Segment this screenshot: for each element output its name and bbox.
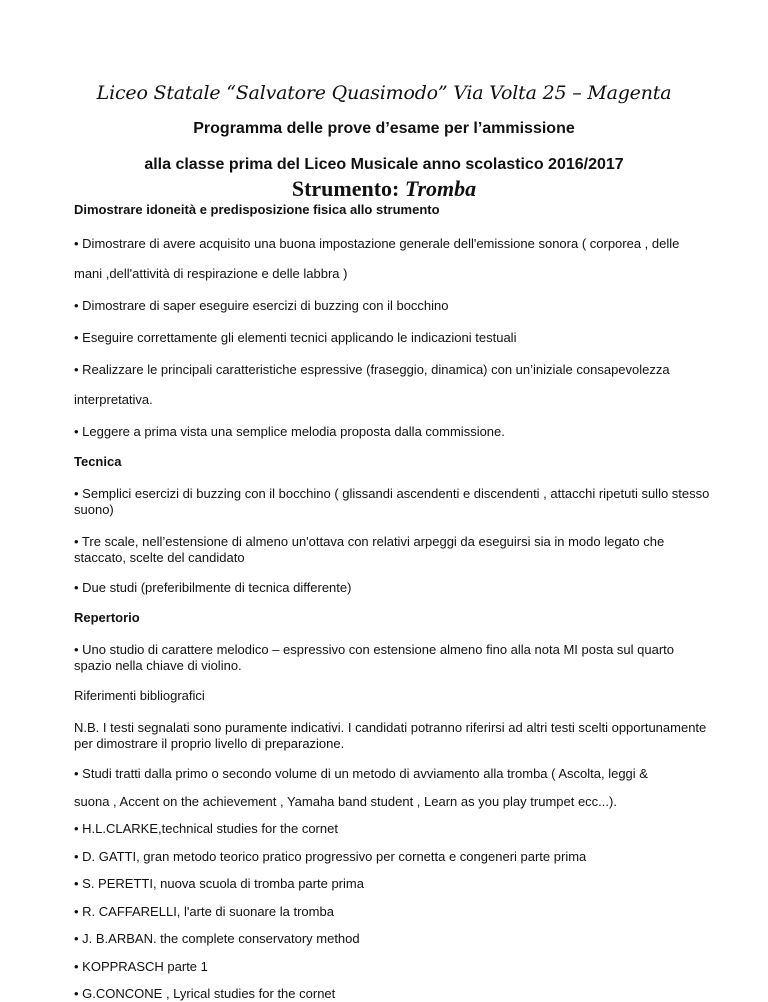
list-item: • Dimostrare di avere acquisito una buona impostazione generale dell'emissione sonora ( corporea , delle <box>74 236 680 251</box>
list-item: • KOPPRASCH parte 1 <box>74 959 208 974</box>
section-heading-tecnica: Tecnica <box>74 454 122 469</box>
list-item: interpretativa. <box>74 392 153 407</box>
instrument-label: Strumento: <box>291 176 400 201</box>
list-item: • Due studi (preferibilmente di tecnica differente) <box>74 580 352 595</box>
list-item: • Semplici esercizi di buzzing con il bocchino ( glissandi ascendenti e discendenti , attacchi ripetuti sullo stesso suono) <box>74 486 710 517</box>
list-item: • R. CAFFARELLI, l'arte di suonare la tromba <box>74 904 334 919</box>
class-year-title: alla classe prima del Liceo Musicale anno scolastico 2016/2017 <box>144 156 624 173</box>
list-item: • Realizzare le principali caratteristiche espressive (fraseggio, dinamica) con un’iniziale consapevolezza <box>74 362 670 377</box>
biblio-note: N.B. I testi segnalati sono puramente indicativi. I candidati potranno riferirsi ad altri testi scelti opportunamente per dimostrare il proprio livello di preparazione. <box>74 720 707 751</box>
list-item: • G.CONCONE , Lyrical studies for the cornet <box>74 986 336 1001</box>
section-heading-fisica: Dimostrare idoneità e predisposizione fisica allo strumento <box>74 202 440 217</box>
section-heading-biblio: Riferimenti bibliografici <box>74 688 205 703</box>
list-item: • S. PERETTI, nuova scuola di tromba parte prima <box>74 876 364 891</box>
list-item: • Leggere a prima vista una semplice melodia proposta dalla commissione. <box>74 424 505 439</box>
instrument-name: Tromba <box>404 176 477 201</box>
list-item: suona , Accent on the achievement , Yamaha band student , Learn as you play trumpet ecc...). <box>74 794 617 809</box>
instrument-heading <box>0 176 768 202</box>
list-item: • Tre scale, nell’estensione di almeno un'ottava con relativi arpeggi da eseguirsi sia in modo legato che staccato, scelte del candidato <box>74 534 665 565</box>
list-item: • Eseguire correttamente gli elementi tecnici applicando le indicazioni testuali <box>74 330 517 345</box>
list-item: • H.L.CLARKE,technical studies for the cornet <box>74 821 338 836</box>
school-title: Liceo Statale “Salvatore Quasimodo” Via Volta 25 – Magenta <box>96 82 672 104</box>
list-item: • Studi tratti dalla primo o secondo volume di un metodo di avviamento alla tromba ( Ascolta, leggi & <box>74 766 648 781</box>
list-item: • Uno studio di carattere melodico – espressivo con estensione almeno fino alla nota MI posta sul quarto spazio nella chiave di violino. <box>74 642 674 673</box>
exam-program-title: Programma delle prove d’esame per l’ammissione <box>193 120 575 137</box>
section-heading-repertorio: Repertorio <box>74 610 140 625</box>
list-item: • Dimostrare di saper eseguire esercizi di buzzing con il bocchino <box>74 298 449 313</box>
list-item: mani ,dell'attività di respirazione e delle labbra ) <box>74 266 348 281</box>
list-item: • J. B.ARBAN. the complete conservatory method <box>74 931 360 946</box>
list-item: • D. GATTI, gran metodo teorico pratico progressivo per cornetta e congeneri parte prima <box>74 849 587 864</box>
